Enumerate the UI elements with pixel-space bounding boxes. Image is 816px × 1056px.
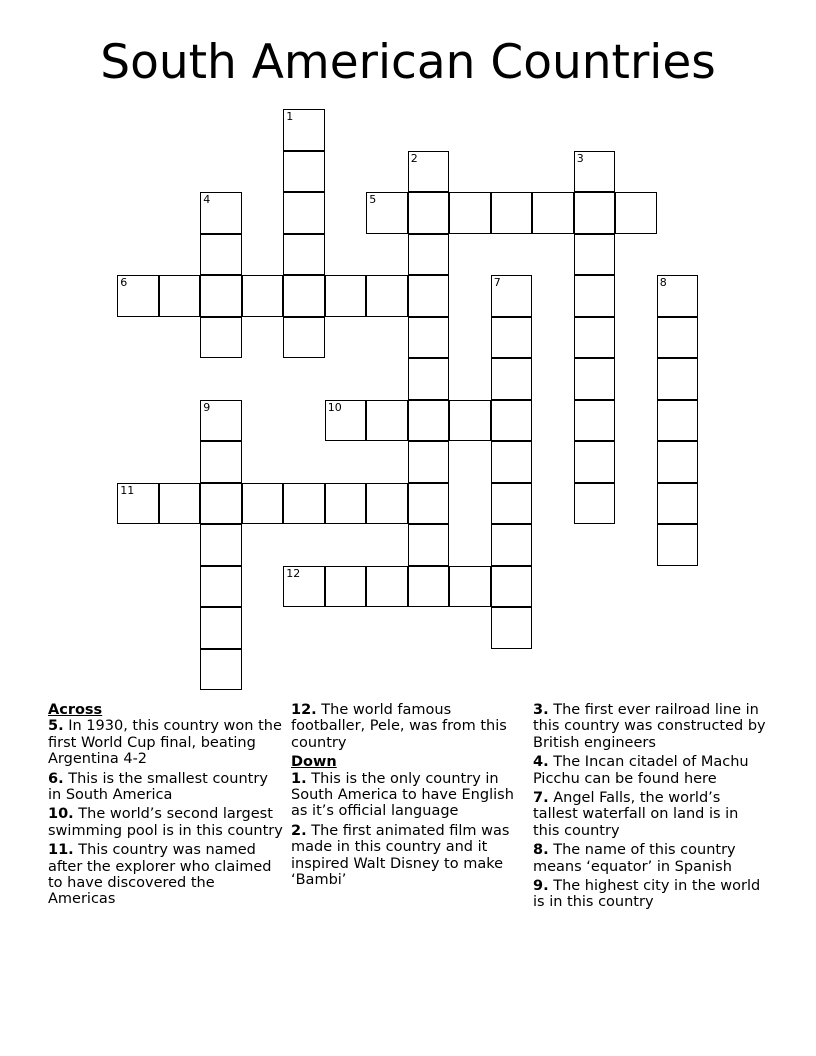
- grid-cell[interactable]: [408, 566, 450, 608]
- grid-cell[interactable]: [574, 151, 616, 193]
- grid-cell[interactable]: [283, 317, 325, 359]
- clue-across-10: [48, 806, 284, 839]
- grid-cell[interactable]: [615, 192, 657, 234]
- cell-number: 6: [120, 276, 128, 290]
- grid-cell[interactable]: [366, 192, 408, 234]
- clue-down-4: [533, 754, 769, 787]
- grid-cell[interactable]: [283, 234, 325, 276]
- clue-text: The first ever railroad line in this country was constructed by British engineers: [533, 702, 766, 751]
- grid-cell[interactable]: [449, 400, 491, 442]
- cell-number: 4: [203, 193, 211, 207]
- grid-cell[interactable]: [491, 607, 533, 649]
- grid-cell[interactable]: [408, 275, 450, 317]
- clue-number: 12.: [291, 702, 317, 718]
- grid-cell[interactable]: [657, 317, 699, 359]
- grid-cell[interactable]: [657, 524, 699, 566]
- grid-cell[interactable]: [574, 358, 616, 400]
- grid-cell[interactable]: [366, 566, 408, 608]
- grid-cell[interactable]: [159, 483, 201, 525]
- grid-cell[interactable]: [574, 234, 616, 276]
- grid-cell[interactable]: [408, 358, 450, 400]
- grid-cell[interactable]: [200, 317, 242, 359]
- grid-cell[interactable]: [408, 151, 450, 193]
- grid-cell[interactable]: [574, 441, 616, 483]
- grid-cell[interactable]: [491, 483, 533, 525]
- cell-number: 7: [493, 276, 501, 290]
- clues-column-2: [291, 702, 527, 891]
- cell-number: 12: [286, 566, 301, 580]
- clue-text: Angel Falls, the world’s tallest waterfall on land is in this country: [533, 790, 739, 839]
- grid-cell[interactable]: [117, 275, 159, 317]
- grid-cell[interactable]: [657, 483, 699, 525]
- grid-cell[interactable]: [491, 524, 533, 566]
- grid-cell[interactable]: [283, 109, 325, 151]
- grid-cell[interactable]: [574, 317, 616, 359]
- clue-down-2: [291, 823, 527, 889]
- grid-cell[interactable]: [408, 441, 450, 483]
- grid-cell[interactable]: [283, 566, 325, 608]
- grid-cell[interactable]: [283, 192, 325, 234]
- clues-column-1: [48, 702, 284, 911]
- grid-cell[interactable]: [574, 192, 616, 234]
- clue-number: 1.: [291, 770, 307, 787]
- cell-number: 3: [576, 151, 584, 165]
- clue-text: In 1930, this country won the first World Cup final, beating Argentina 4-2: [48, 718, 282, 768]
- grid-cell[interactable]: [408, 400, 450, 442]
- clue-number: 11.: [48, 842, 74, 859]
- grid-cell[interactable]: [532, 192, 574, 234]
- grid-cell[interactable]: [574, 483, 616, 525]
- grid-cell[interactable]: [242, 483, 284, 525]
- grid-cell[interactable]: [657, 441, 699, 483]
- grid-cell[interactable]: [117, 483, 159, 525]
- grid-cell[interactable]: [449, 566, 491, 608]
- grid-cell[interactable]: [325, 275, 367, 317]
- clue-number: 8.: [533, 842, 549, 859]
- cell-number: 2: [410, 151, 418, 165]
- clues-column-3: [533, 702, 769, 914]
- clue-number: 3.: [533, 702, 549, 718]
- grid-cell[interactable]: [408, 483, 450, 525]
- grid-cell[interactable]: [200, 234, 242, 276]
- grid-cell[interactable]: [200, 524, 242, 566]
- grid-cell[interactable]: [200, 566, 242, 608]
- clue-number: 6.: [48, 770, 64, 787]
- cell-number: 11: [120, 483, 135, 497]
- grid-cell[interactable]: [491, 566, 533, 608]
- clue-text: The world’s second largest swimming pool is in this country: [48, 806, 283, 839]
- clue-text: This country was named after the explorer who claimed to have discovered the Americas: [48, 842, 272, 908]
- clue-text: The Incan citadel of Machu Picchu can be found here: [533, 754, 749, 787]
- grid-cell[interactable]: [491, 441, 533, 483]
- clue-number: 2.: [291, 822, 307, 839]
- clue-text: The name of this country means ‘equator’ in Spanish: [533, 842, 736, 875]
- grid-cell[interactable]: [242, 275, 284, 317]
- grid-cell[interactable]: [200, 607, 242, 649]
- cell-number: 9: [203, 400, 211, 414]
- grid-cell[interactable]: [200, 400, 242, 442]
- down-heading: Down: [291, 754, 337, 771]
- grid-cell[interactable]: [200, 483, 242, 525]
- clue-number: 7.: [533, 790, 549, 807]
- across-heading: Across: [48, 702, 103, 718]
- grid-cell[interactable]: [159, 275, 201, 317]
- clue-number: 4.: [533, 754, 549, 771]
- grid-cell[interactable]: [408, 192, 450, 234]
- grid-cell[interactable]: [657, 400, 699, 442]
- grid-cell[interactable]: [574, 275, 616, 317]
- grid-cell[interactable]: [366, 483, 408, 525]
- grid-cell[interactable]: [283, 275, 325, 317]
- cell-number: 10: [327, 400, 342, 414]
- grid-cell[interactable]: [283, 151, 325, 193]
- grid-cell[interactable]: [325, 566, 367, 608]
- grid-cell[interactable]: [449, 192, 491, 234]
- grid-cell[interactable]: [200, 649, 242, 691]
- grid-cell[interactable]: [491, 192, 533, 234]
- grid-cell[interactable]: [491, 275, 533, 317]
- clue-text: The first animated film was made in this country and it inspired Walt Disney to make ‘Bambi’: [291, 822, 510, 889]
- grid-cell[interactable]: [574, 400, 616, 442]
- grid-cell[interactable]: [491, 358, 533, 400]
- clue-text: The highest city in the world is in this country: [533, 878, 761, 911]
- clue-across-11: [48, 842, 284, 908]
- clue-down-1: [291, 771, 527, 820]
- grid-cell[interactable]: [408, 234, 450, 276]
- clue-number: 10.: [48, 806, 74, 823]
- grid-cell[interactable]: [366, 275, 408, 317]
- grid-cell[interactable]: [200, 192, 242, 234]
- clue-down-3: [533, 702, 769, 751]
- clue-across-5: [48, 718, 284, 767]
- grid-cell[interactable]: [200, 275, 242, 317]
- puzzle-title: South American Countries: [100, 35, 716, 90]
- clue-down-9: [533, 878, 769, 911]
- clue-text: This is the only country in South America to have English as it’s official language: [291, 770, 514, 820]
- grid-cell[interactable]: [657, 275, 699, 317]
- clue-number: 5.: [48, 718, 64, 735]
- grid-cell[interactable]: [408, 524, 450, 566]
- grid-cell[interactable]: [366, 400, 408, 442]
- grid-cell[interactable]: [491, 317, 533, 359]
- clue-text: This is the smallest country in South America: [48, 770, 268, 804]
- clue-across-12: [291, 702, 527, 751]
- clue-down-7: [533, 790, 769, 839]
- cell-number: 5: [369, 193, 377, 207]
- grid-cell[interactable]: [491, 400, 533, 442]
- cell-number: 1: [286, 110, 294, 124]
- grid-cell[interactable]: [325, 483, 367, 525]
- grid-cell[interactable]: [325, 400, 367, 442]
- cell-number: 8: [659, 276, 667, 290]
- grid-cell[interactable]: [408, 317, 450, 359]
- clue-number: 9.: [533, 878, 549, 895]
- clue-text: The world famous footballer, Pele, was from this country: [291, 702, 507, 751]
- grid-cell[interactable]: [657, 358, 699, 400]
- clue-down-8: [533, 842, 769, 875]
- grid-cell[interactable]: [200, 441, 242, 483]
- grid-cell[interactable]: [283, 483, 325, 525]
- clue-across-6: [48, 771, 284, 804]
